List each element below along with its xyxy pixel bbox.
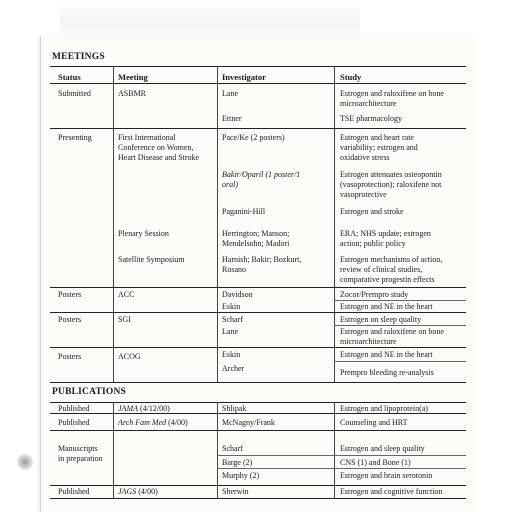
meeting-cell: ACC: [118, 290, 135, 299]
rule: [50, 498, 466, 499]
rule: [217, 455, 466, 456]
col-divider: [334, 66, 335, 382]
journal-name: Arch Fam Med: [118, 418, 167, 427]
col-divider: [217, 66, 218, 382]
col-divider: [113, 66, 114, 382]
study-cell: microarchitecture: [340, 99, 397, 108]
rule: [50, 382, 466, 383]
study-cell: Estrogen and raloxifene on bone: [340, 89, 444, 98]
investigator-cell: Eskin: [222, 302, 241, 311]
pub-status-cell: Published: [58, 487, 90, 496]
status-cell: Posters: [58, 290, 82, 299]
meeting-cell: Heart Disease and Stroke: [118, 153, 200, 162]
study-cell: CNS (1) and Bone (1): [340, 458, 411, 467]
header-investigator: Investigator: [222, 72, 266, 82]
investigator-cell: Sherwin: [222, 487, 249, 496]
investigator-cell: oral): [222, 180, 238, 189]
rule: [50, 347, 466, 348]
study-cell: Estrogen and sleep quality: [340, 444, 425, 453]
investigator-cell: Davidson: [222, 290, 253, 299]
header-status: Status: [58, 72, 81, 82]
col-divider: [217, 402, 218, 498]
journal-date: (4/00): [136, 487, 158, 496]
pub-status-cell: Published: [58, 404, 90, 413]
study-cell: Estrogen and cognitive function: [340, 487, 443, 496]
rule: [334, 361, 466, 362]
rule: [50, 287, 466, 288]
study-cell: Estrogen and NE in the heart: [340, 350, 433, 359]
col-divider: [113, 402, 114, 498]
pub-status-cell: Published: [58, 418, 90, 427]
study-cell: Counseling and HRT: [340, 418, 408, 427]
study-cell: Zocor/Prempro study: [340, 290, 409, 299]
investigator-cell: Harnish; Bakir; Bozkurt,: [222, 255, 302, 264]
study-cell: microarchitecture: [340, 337, 397, 346]
pub-status-cell: in preparation: [58, 454, 103, 463]
pub-journal-cell: [118, 418, 188, 428]
scan-shadow: [60, 0, 360, 40]
investigator-cell: Lane: [222, 327, 238, 336]
study-cell: Estrogen and stroke: [340, 207, 404, 216]
status-cell: Posters: [58, 352, 82, 361]
rule: [50, 312, 466, 313]
status-cell: Submitted: [58, 89, 91, 98]
pub-status-cell: Manuscripts: [58, 444, 98, 453]
study-cell: Estrogen and NE in the heart: [340, 302, 433, 311]
investigator-cell: Murphy (2): [222, 471, 260, 480]
publications-title: PUBLICATIONS: [52, 387, 127, 397]
investigator-cell: Rosano: [222, 265, 246, 274]
meeting-cell: ACOG: [118, 352, 141, 361]
investigator-cell: Mendelsohn; Madori: [222, 239, 290, 248]
rule: [217, 468, 466, 469]
rule: [50, 128, 466, 129]
meeting-cell: ASBMR: [118, 89, 147, 98]
investigator-cell: Herrington; Manson;: [222, 229, 290, 238]
study-cell: Prempro bleeding re-analysis: [340, 368, 434, 377]
study-cell: Estrogen and brain serotonin: [340, 471, 433, 480]
study-cell: ERA; NHS update; estrogen: [340, 229, 431, 238]
journal-name: JAGS: [118, 487, 137, 496]
binder-hole: [17, 454, 33, 470]
investigator-cell: Archer: [222, 364, 245, 373]
study-cell: comparative progestin effects: [340, 275, 435, 284]
study-cell: variability; estrogen and: [340, 143, 418, 152]
investigator-cell: Pace/Ke (2 posters): [222, 133, 285, 142]
investigator-cell: Lane: [222, 89, 238, 98]
study-cell: Estrogen attenuates osteopontin: [340, 170, 442, 179]
pub-journal-cell: [118, 487, 158, 497]
study-cell: oxidative stress: [340, 153, 390, 162]
rule: [334, 300, 466, 301]
journal-name: JAMA: [118, 404, 138, 413]
meeting-cell: First International: [118, 133, 176, 142]
study-cell: Estrogen and heart rate: [340, 133, 414, 142]
meeting-cell: Conference on Women,: [118, 143, 194, 152]
study-cell: Estrogen mechanisms of action,: [340, 255, 443, 264]
study-cell: (vasoprotection); raloxifene not: [340, 180, 442, 189]
study-cell: TSE pharmacology: [340, 114, 402, 123]
investigator-cell: Ettner: [222, 114, 242, 123]
study-cell: vasoprotective: [340, 190, 387, 199]
status-cell: Posters: [58, 315, 82, 324]
investigator-cell: Bakir/Oparil (1 poster/1: [222, 170, 301, 179]
meetings-title: MEETINGS: [52, 52, 105, 62]
study-cell: Estrogen and raloxifene on bone: [340, 327, 444, 336]
meeting-cell: SGI: [118, 315, 131, 324]
investigator-cell: Paganini-Hill: [222, 207, 266, 216]
meeting-cell: Plenary Session: [118, 229, 169, 238]
investigator-cell: Eskin: [222, 350, 241, 359]
investigator-cell: Shlipak: [222, 404, 247, 413]
investigator-cell: Scharf: [222, 444, 243, 453]
header-study: Study: [340, 72, 362, 82]
investigator-cell: Barge (2): [222, 458, 253, 467]
status-cell: Presenting: [58, 133, 92, 142]
rule: [334, 325, 466, 326]
pub-journal-cell: [118, 404, 170, 414]
meeting-cell: Satellite Symposium: [118, 255, 185, 264]
investigator-cell: Scharf: [222, 315, 243, 324]
journal-date: (4/00): [166, 418, 188, 427]
study-cell: review of clinical studies,: [340, 265, 423, 274]
study-cell: Estrogen and lipoprotein(a): [340, 404, 428, 413]
header-meeting: Meeting: [118, 72, 148, 82]
journal-date: (4/12/00): [138, 404, 170, 413]
study-cell: Estrogen on sleep quality: [340, 315, 422, 324]
study-cell: action; public policy: [340, 239, 406, 248]
investigator-cell: McNagny/Frank: [222, 418, 275, 427]
col-divider: [334, 402, 335, 498]
